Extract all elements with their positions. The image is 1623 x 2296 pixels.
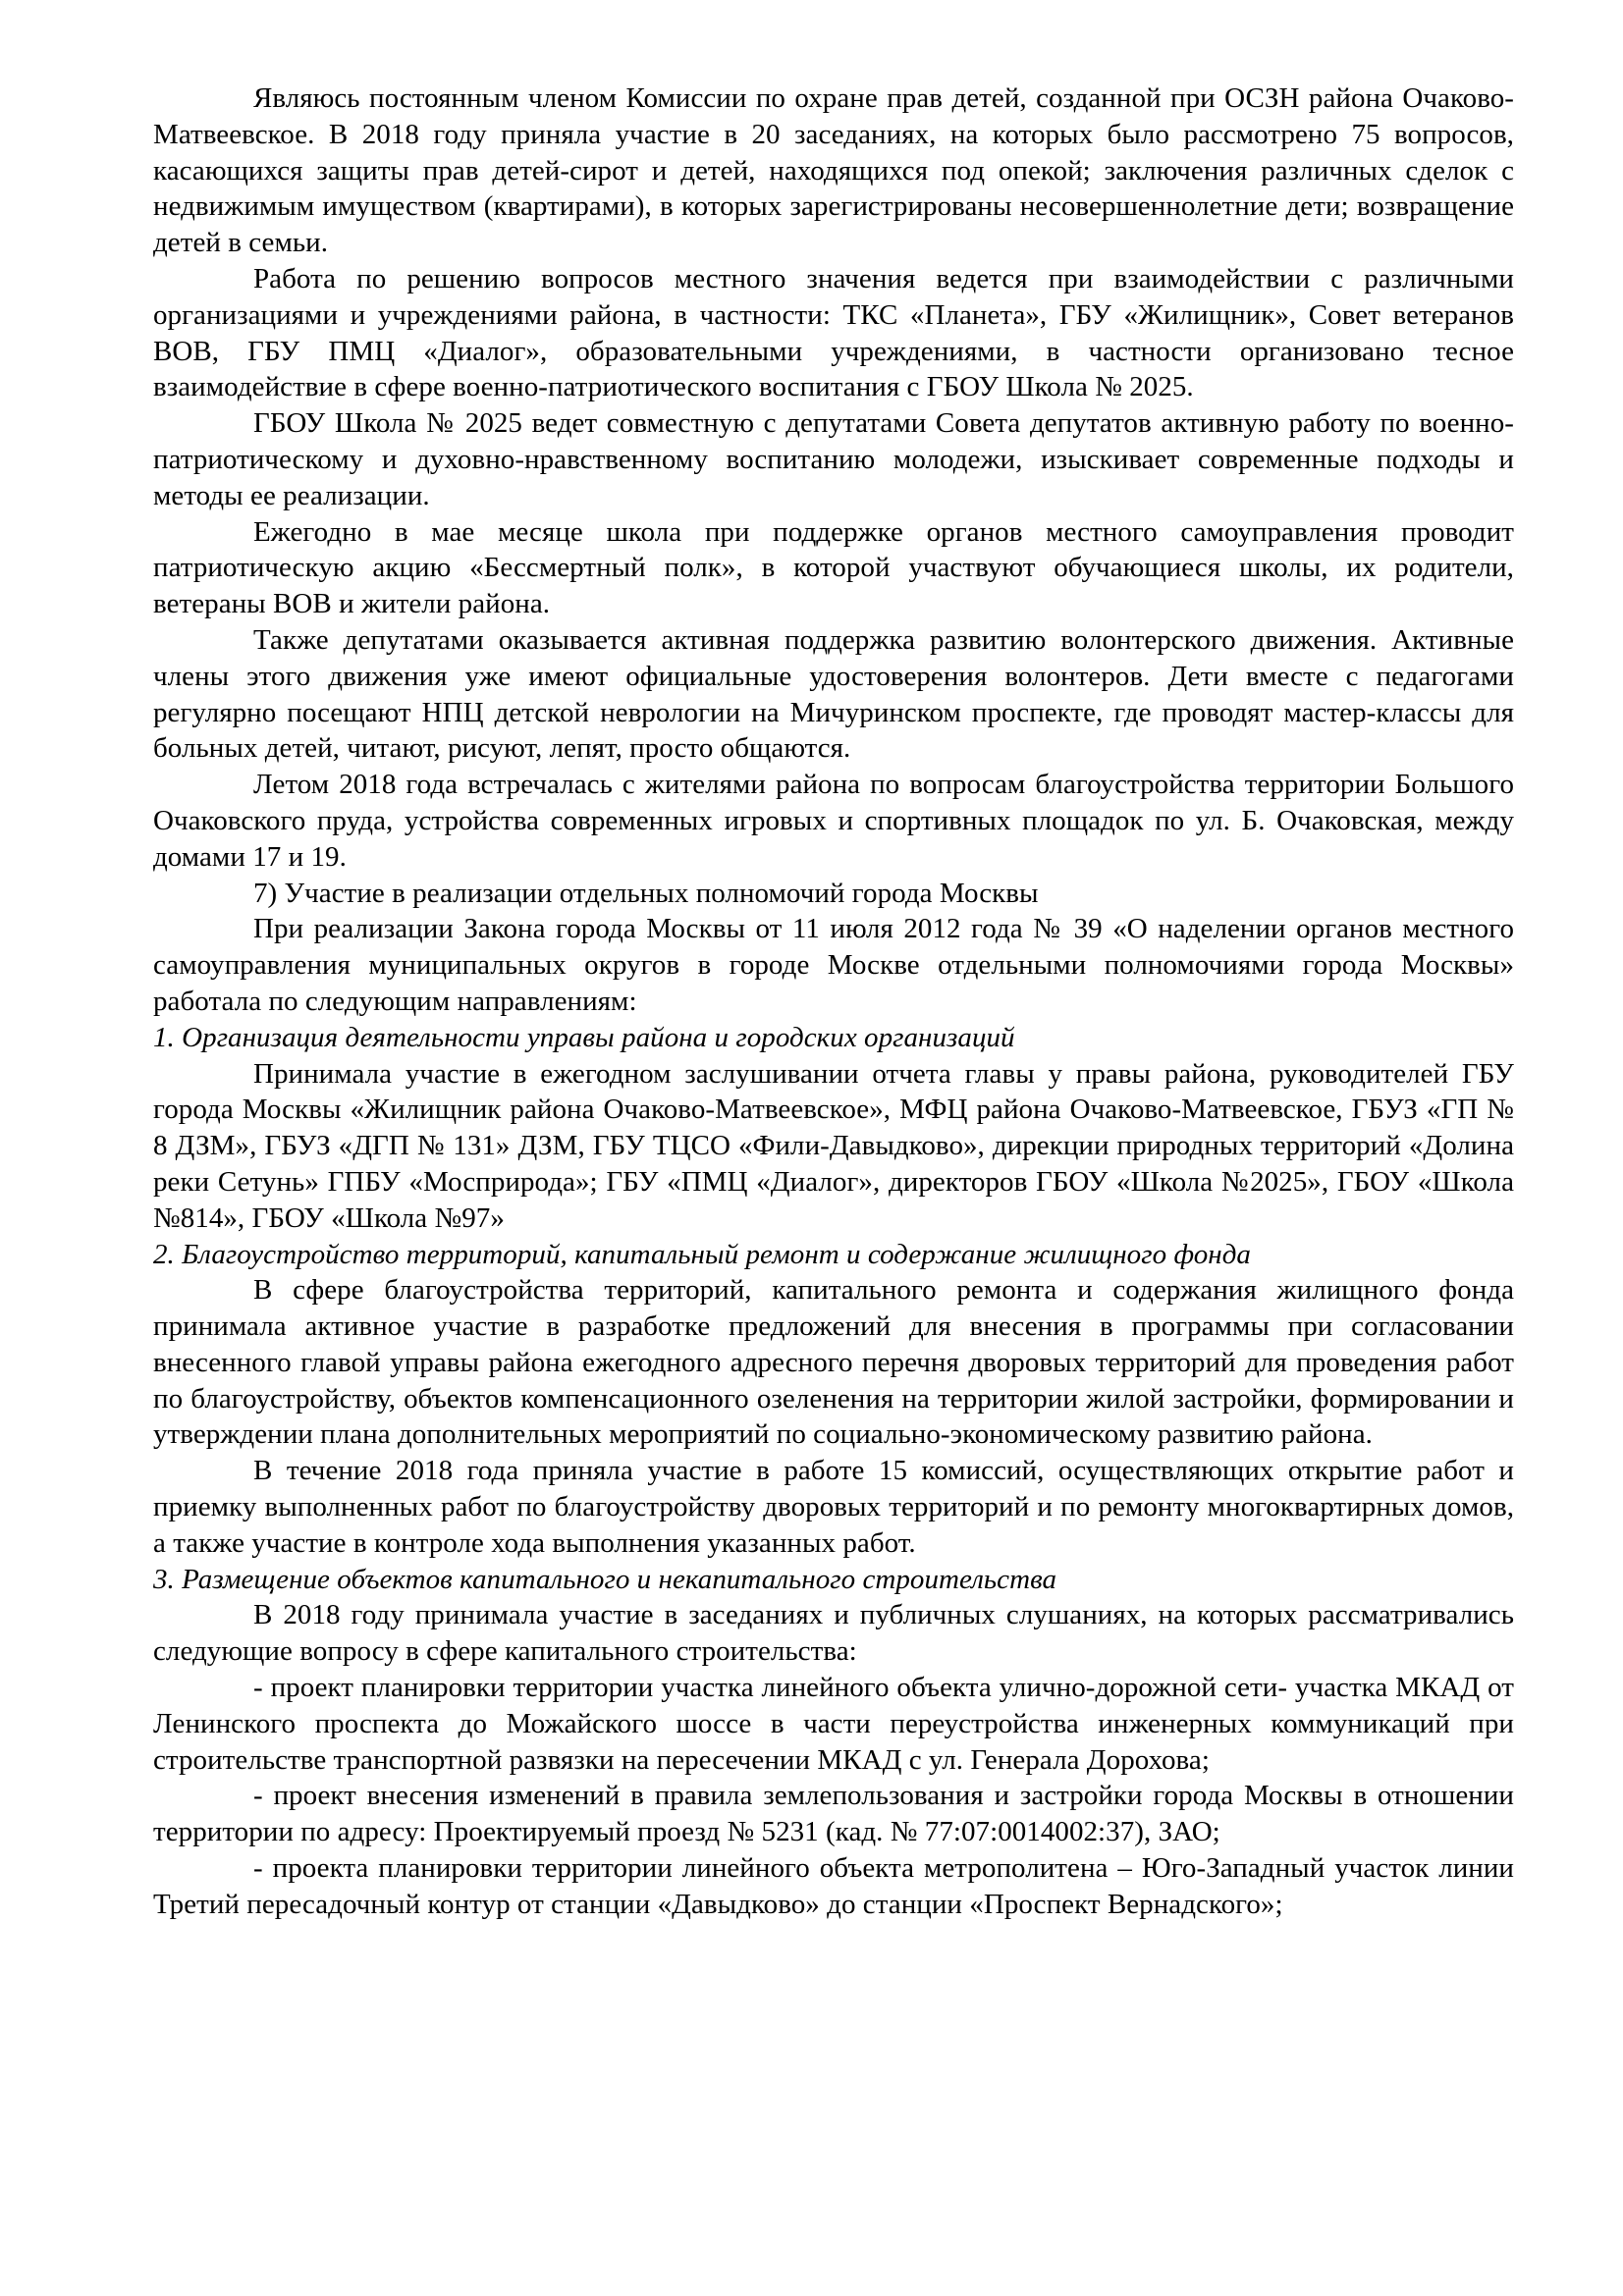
list-item-zoning: - проект внесения изменений в правила землепользования и застройки города Москвы в отношении территории по адресу: Проектируемый проезд № 5231 (кад. № 77:07:0014002:37), ЗАО; [153, 1780, 1514, 1848]
paragraph-improvement: В сфере благоустройства территорий, капитального ремонта и содержания жилищного фонда принимала активное участие в разработке предложений для внесения в программы при согласовании внесенного главой управы района ежегодного адресного перечня дворовых территорий для проведения работ по благоустройству, объектов компенсационного озеленения на территории жилой застройки, формировании и утверждении плана дополнительных мероприятий по социально-экономическому развитию района. [153, 1274, 1514, 1451]
paragraph-hearings: В 2018 году принимала участие в заседаниях и публичных слушаниях, на которых рассматривались следующие вопросу в сфере капитального строительства: [153, 1599, 1514, 1668]
paragraph-law-39: При реализации Закона города Москвы от 11 июля 2012 года № 39 «О наделении органов местного самоуправления муниципальных округов в городе Москве отдельными полномочиями города Москвы» работала по следующим направлениям: [153, 913, 1514, 1017]
document-body [153, 80, 1514, 1923]
paragraph-volunteers: Также депутатами оказывается активная поддержка развитию волонтерского движения. Активные члены этого движения уже имеют официальные удостоверения волонтеров. Дети вместе с педагогами регулярно посещают НПЦ детской неврологии на Мичуринском проспекте, где проводят мастер-классы для больных детей, читают, рисуют, лепят, просто общаются. [153, 623, 1514, 765]
list-item-mkad: - проект планировки территории участка линейного объекта улично-дорожной сети- участка МКАД от Ленинского проспекта до Можайского шоссе в части переустройства инженерных коммуникаций при строительстве транспортной развязки на пересечении МКАД с ул. Генерала Дорохова; [153, 1672, 1514, 1776]
paragraph-section-7: 7) Участие в реализации отдельных полномочий города Москвы [253, 877, 1039, 909]
heading-improvement: 2. Благоустройство территорий, капитальный ремонт и содержание жилищного фонда [153, 1238, 1251, 1270]
paragraph-commissions: В течение 2018 года приняла участие в работе 15 комиссий, осуществляющих открытие работ и приемку выполненных работ по благоустройству дворовых территорий и по ремонту многоквартирных домов, а также участие в контроле хода выполнения указанных работ. [153, 1455, 1514, 1559]
list-item-metro: - проекта планировки территории линейного объекта метрополитена – Юго-Западный участок линии Третий пересадочный контур от станции «Давыдково» до станции «Проспект Вернадского»; [153, 1852, 1514, 1920]
paragraph-school-2025: ГБОУ Школа № 2025 ведет совместную с депутатами Совета депутатов активную работу по военно-патриотическому и духовно-нравственному воспитанию молодежи, изыскивает современные подходы и методы ее реализации. [153, 407, 1514, 511]
paragraph-commission: Являюсь постоянным членом Комиссии по охране прав детей, созданной при ОСЗН района Очаково-Матвеевское. В 2018 году приняла участие в 20 заседаниях, на которых было рассмотрено 75 вопросов, касающихся защиты прав детей-сирот и детей, находящихся под опекой; заключения различных сделок с недвижимым имуществом (квартирами), в которых зарегистрированы несовершеннолетние дети; возвращение детей в семьи. [153, 82, 1514, 259]
paragraph-pond-meeting: Летом 2018 года встречалась с жителями района по вопросам благоустройства территории Большого Очаковского пруда, устройства современных игровых и спортивных площадок по ул. Б. Очаковская, между домами 17 и 19. [153, 769, 1514, 873]
paragraph-reports: Принимала участие в ежегодном заслушивании отчета главы у правы района, руководителей ГБУ города Москвы «Жилищник района Очаково-Матвеевское», МФЦ района Очаково-Матвеевское, ГБУЗ «ГП № 8 ДЗМ», ГБУЗ «ДГП № 131» ДЗМ, ГБУ ТЦСО «Фили-Давыдково», дирекции природных территорий «Долина реки Сетунь» ГПБУ «Мосприрода»; ГБУ «ПМЦ «Диалог», директоров ГБОУ «Школа №2025», ГБОУ «Школа №814», ГБОУ «Школа №97» [153, 1057, 1514, 1234]
paragraph-cooperation: Работа по решению вопросов местного значения ведется при взаимодействии с различными организациями и учреждениями района, в частности: ТКС «Планета», ГБУ «Жилищник», Совет ветеранов ВОВ, ГБУ ПМЦ «Диалог», образовательными учреждениями, в частности организовано тесное взаимодействие в сфере военно-патриотического воспитания с ГБОУ Школа № 2025. [153, 262, 1514, 403]
paragraph-immortal-regiment: Ежегодно в мае месяце школа при поддержке органов местного самоуправления проводит патриотическую акцию «Бессмертный полк», в которой участвуют обучающиеся школы, их родители, ветераны ВОВ и жители района. [153, 515, 1514, 620]
heading-organization: 1. Организация деятельности управы района и городских организаций [153, 1021, 1015, 1053]
heading-construction: 3. Размещение объектов капитального и некапитального строительства [153, 1563, 1057, 1595]
